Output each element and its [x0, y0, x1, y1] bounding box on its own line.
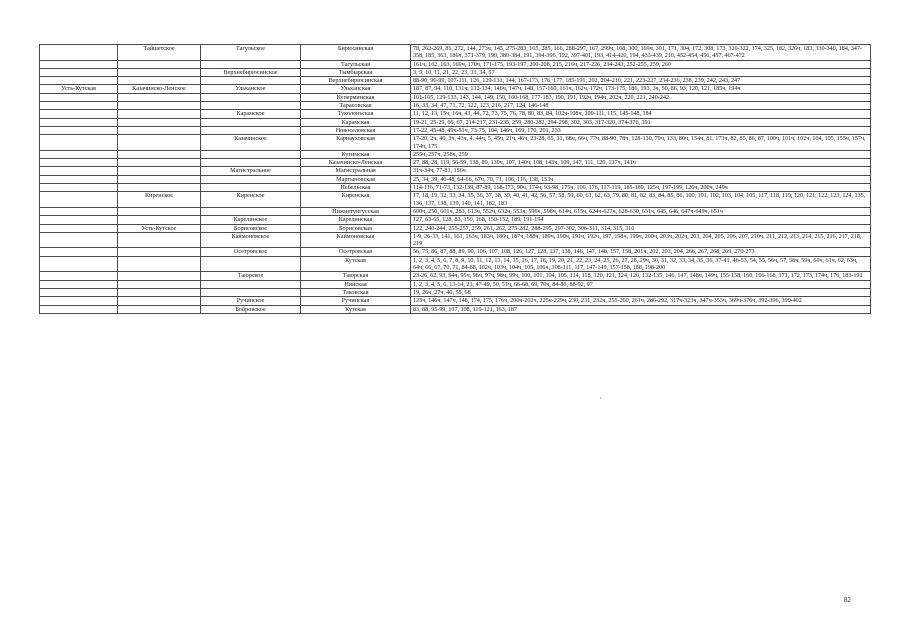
subdistrict-cell: [201, 77, 301, 85]
subdistrict-cell: Таюрское: [201, 272, 301, 280]
forestry-cell: [40, 126, 118, 134]
dacha-cell: Туколоньская: [301, 110, 411, 118]
district-forestry-cell: [118, 232, 201, 248]
quarters-cell: 27, 88, 28, 119, 56-59, 138, 89, 139ч, 107, 140ч, 108, 143ч, 109, 147, 111, 120, 137ч, 141ч: [411, 159, 871, 167]
forestry-cell: [40, 150, 118, 158]
district-forestry-cell: [118, 159, 201, 167]
quarters-cell: 56, 75, 86, 87, 88, 89, 90, 106, 107, 108, 126, 127, 128, 137, 138, 146, 147, 148, 157, 158, 201ч, 202, 203, 204, 266, 267, 268, 269, 270-273: [411, 248, 871, 256]
table-row: [40, 184, 871, 192]
table-row: [40, 167, 871, 175]
table-row: [40, 135, 871, 151]
forestry-cell: [40, 184, 118, 192]
table-row: [40, 224, 871, 232]
quarters-cell: 88-90, 96-99, 107-111, 126, 129-131, 144, 167-173, 176, 177, 185-191, 202, 204-210, 221, 223-227, 234-236, 238, 239, 242, 243, 247: [411, 77, 871, 85]
subdistrict-cell: [201, 175, 301, 183]
subdistrict-cell: Карелинское: [201, 216, 301, 224]
dacha-cell: Бирюсинская: [301, 45, 411, 61]
forestry-quarters-table: [39, 44, 871, 314]
forestry-cell: [40, 175, 118, 183]
quarters-cell: 122, 240-244, 255-257, 259, 261, 262, 275-282, 288-295, 297-302, 306-311, 314, 315, 316: [411, 224, 871, 232]
district-forestry-cell: [118, 207, 201, 215]
district-forestry-cell: Тайшетское: [118, 45, 201, 61]
district-forestry-cell: Усть-Кутское: [118, 224, 201, 232]
table-row: [40, 93, 871, 101]
district-forestry-cell: Казачинско-Ленское: [118, 85, 201, 93]
dacha-cell: Мартыновская: [301, 175, 411, 183]
subdistrict-cell: Борисовское: [201, 224, 301, 232]
district-forestry-cell: [118, 118, 201, 126]
subdistrict-cell: [201, 102, 301, 110]
table-row: [40, 85, 871, 93]
district-forestry-cell: [118, 150, 201, 158]
table-row: [40, 77, 871, 85]
dacha-cell: Нийская: [301, 280, 411, 288]
subdistrict-cell: Тагульское: [201, 45, 301, 61]
subdistrict-cell: Ручинское: [201, 297, 301, 305]
quarters-cell: 1, 2, 3, 4, 5, 6, 13-14, 23, 47-49, 50, 51ч, 66-68, 69, 70ч, 84-86, 88-92, 97: [411, 280, 871, 288]
dacha-cell: Нижнетунгусская: [301, 207, 411, 215]
district-forestry-cell: [118, 175, 201, 183]
dacha-cell: Новоселовская: [301, 126, 411, 134]
subdistrict-cell: [201, 150, 301, 158]
table-row: [40, 207, 871, 215]
subdistrict-cell: Казачинское: [201, 135, 301, 151]
dacha-cell: Киренская: [301, 192, 411, 208]
district-forestry-cell: [118, 167, 201, 175]
quarters-cell: 187, 87, 94, 110, 131ч, 132-134, 146ч, 147ч, 148, 157-160, 161ч, 162ч, 172ч, 173-175, 186, 193, 3ч, 50, 86, 93, 120, 121, 185ч, 194ч: [411, 85, 871, 93]
district-forestry-cell: [118, 272, 201, 280]
table-row: [40, 150, 871, 158]
district-forestry-cell: [118, 102, 201, 110]
quarters-cell: 127, 63-65, 128, 83, 150, 168, 150-152, 189, 191-194: [411, 216, 871, 224]
subdistrict-cell: [201, 159, 301, 167]
forestry-cell: [40, 102, 118, 110]
stray-mark: ,: [600, 394, 602, 400]
dacha-cell: Верхнебирюсинская: [301, 77, 411, 85]
subdistrict-cell: Верхнебирюсинское: [201, 68, 301, 76]
district-forestry-cell: [118, 77, 201, 85]
table-body: [40, 45, 871, 314]
dacha-cell: Казачинско-Ленская: [301, 159, 411, 167]
subdistrict-cell: [201, 93, 301, 101]
quarters-cell: 114-116, 71-73, 132-139, 87-89, 168-173, 90ч, 174ч, 93-98, 175ч, 106, 176, 117-119, 185-189, 125ч, 197-199, 126ч, 200ч, 249ч: [411, 184, 871, 192]
dacha-cell: Борисовская: [301, 224, 411, 232]
district-forestry-cell: [118, 280, 201, 288]
subdistrict-cell: [201, 184, 301, 192]
dacha-cell: Небельская: [301, 184, 411, 192]
district-forestry-cell: [118, 288, 201, 296]
forestry-cell: [40, 118, 118, 126]
table-row: [40, 159, 871, 167]
quarters-cell: 161ч, 162, 163, 169ч, 170ч, 171-175, 193-197, 200-208, 215, 216ч, 217-226, 234-243, 252-255, 259, 260: [411, 60, 871, 68]
district-forestry-cell: [118, 110, 201, 118]
dacha-cell: Кутская: [301, 256, 411, 272]
table-row: [40, 248, 871, 256]
subdistrict-cell: [201, 60, 301, 68]
table-row: [40, 297, 871, 305]
dacha-cell: Осетровская: [301, 248, 411, 256]
table-row: [40, 288, 871, 296]
dacha-cell: Кутимская: [301, 150, 411, 158]
table-row: [40, 102, 871, 110]
page-number: 82: [844, 596, 851, 604]
table-row: [40, 256, 871, 272]
district-forestry-cell: [118, 248, 201, 256]
district-forestry-cell: [118, 93, 201, 101]
subdistrict-cell: Осетровское: [201, 248, 301, 256]
district-forestry-cell: [118, 216, 201, 224]
dacha-cell: Ручинская: [301, 297, 411, 305]
district-forestry-cell: [118, 184, 201, 192]
forestry-cell: [40, 232, 118, 248]
dacha-cell: Каймоновская: [301, 232, 411, 248]
dacha-cell: Магистральная: [301, 167, 411, 175]
quarters-cell: 78, 262-269, 81, 272, 144, 273ч, 145, 275-283, 165, 285, 166, 288-297, 167, 299ч, 168, 300, 169ч, 301, 171, 304, 172, 308, 173, 320-322, 174, 325, 182, 326ч, 183, 330-340, 184, 347-358, 185, 363, 186ч, 371-379, 190, 380-384, 191, 394-396, 192, 397-401, 193, 414-420, 194, 433-439, 210, 452-454, 456, 457, 467-472: [411, 45, 871, 61]
forestry-cell: [40, 207, 118, 215]
table-row: [40, 110, 871, 118]
dacha-cell: Тагульская: [301, 60, 411, 68]
forestry-cell: [40, 77, 118, 85]
table-row: [40, 232, 871, 248]
subdistrict-cell: Ульканское: [201, 85, 301, 93]
quarters-cell: 600ч, 250, 601ч, 283, 613ч, 552ч, 632ч, 553ч, 596ч, 598ч, 614ч, 615ч, 624ч-627ч, 628-630, 631ч, 645, 646, 647ч-649ч, 651ч: [411, 207, 871, 215]
dacha-cell: Таюрская: [301, 272, 411, 280]
dacha-cell: Тарасовская: [301, 102, 411, 110]
table-row: [40, 280, 871, 288]
dacha-cell: Карелинская: [301, 216, 411, 224]
table-row: [40, 60, 871, 68]
district-forestry-cell: [118, 297, 201, 305]
dacha-cell: Таковская: [301, 288, 411, 296]
district-forestry-cell: Киренское: [118, 192, 201, 208]
subdistrict-cell: Киренское: [201, 192, 301, 208]
forestry-cell: [40, 60, 118, 68]
district-forestry-cell: [118, 256, 201, 272]
forestry-cell: [40, 256, 118, 272]
district-forestry-cell: [118, 126, 201, 134]
quarters-cell: 16, 33, 34, 47, 71, 72, 122, 123, 216, 217, 124, 146-148: [411, 102, 871, 110]
quarters-cell: 83, 88, 95-99, 107, 108, 119-121, 163, 187: [411, 305, 871, 313]
district-forestry-cell: [118, 68, 201, 76]
district-forestry-cell: [118, 305, 201, 313]
forestry-cell: Усть-Кутская: [40, 85, 118, 93]
forestry-cell: [40, 68, 118, 76]
forestry-cell: [40, 93, 118, 101]
dacha-cell: Ульканская: [301, 85, 411, 93]
forestry-cell: [40, 45, 118, 61]
forestry-cell: [40, 135, 118, 151]
forestry-cell: [40, 159, 118, 167]
quarters-cell: 3, 9, 10, 11, 21, 22, 23, 33, 34, 57: [411, 68, 871, 76]
subdistrict-cell: [201, 126, 301, 134]
forestry-cell: [40, 167, 118, 175]
table-row: [40, 126, 871, 134]
quarters-cell: 19-21, 25-29, 66, 67, 214-217, 231-235, 259, 280-282, 294-298, 302, 303, 317-320, 374-376, 391: [411, 118, 871, 126]
forestry-cell: [40, 248, 118, 256]
table-row: [40, 45, 871, 61]
table-row: [40, 192, 871, 208]
quarters-cell: 255ч, 257ч, 258ч, 259: [411, 150, 871, 158]
quarters-cell: 1-9, 26-33, 141, 161, 163ч, 183ч, 186ч, 187ч, 188ч, 189ч, 190ч, 191ч, 192ч, 197, 198ч, 199ч, 200ч, 203ч, 202ч, 203, 204, 205, 206, 207, 210ч, 211, 212, 213, 214, 215, 216, 217, 218, 219: [411, 232, 871, 248]
forestry-cell: [40, 288, 118, 296]
forestry-cell: [40, 305, 118, 313]
dacha-cell: Тымбырская: [301, 68, 411, 76]
dacha-cell: Карнауховская: [301, 135, 411, 151]
quarters-cell: 11, 12, 13, 15ч, 16ч, 43, 44, 72, 73, 75, 76, 78, 80, 83, 84, 102ч-108ч, 109-111, 115, 145-148, 184: [411, 110, 871, 118]
subdistrict-cell: [201, 288, 301, 296]
dacha-cell: Куперминская: [301, 93, 411, 101]
subdistrict-cell: [201, 118, 301, 126]
forestry-cell: [40, 216, 118, 224]
subdistrict-cell: Магистральное: [201, 167, 301, 175]
subdistrict-cell: [201, 256, 301, 272]
forestry-cell: [40, 110, 118, 118]
quarters-cell: 101-105, 129-133, 143, 144, 149, 150, 160-168, 177-183, 190, 191, 192ч, 194ч, 202ч, 220, 221, 240-242: [411, 93, 871, 101]
forestry-cell: [40, 272, 118, 280]
forestry-cell: [40, 280, 118, 288]
table-row: [40, 68, 871, 76]
district-forestry-cell: [118, 135, 201, 151]
quarters-cell: 31ч-34ч, 77-81, 156ч: [411, 167, 871, 175]
quarters-cell: 123ч, 146ч, 147ч, 148, 174, 175, 176ч, 200ч-202ч, 225ч-229ч, 230, 231, 232ч, 255-260, 261ч, 286-292, 317ч-323ч, 347ч-353ч, 369ч-376ч, 392-396, 399-402: [411, 297, 871, 305]
table-row: [40, 272, 871, 280]
quarters-cell: 19, 26ч, 27ч, 40, 55, 68: [411, 288, 871, 296]
table-row: [40, 118, 871, 126]
district-forestry-cell: [118, 60, 201, 68]
quarters-cell: 17-20, 2ч, 40, 3ч, 43ч, 4, 44ч, 5, 45ч, 21ч, 46ч, 23-28, 65, 31, 68ч, 66ч, 77ч, 88-90, 78ч, 128-130, 79ч, 133, 80ч, 154ч, 81, 173ч, 82, 85, 86, 87, 100ч, 101ч, 102ч, 104, 105, 155ч, 157ч, 174ч, 175: [411, 135, 871, 151]
subdistrict-cell: Бобровское: [201, 305, 301, 313]
table-row: [40, 175, 871, 183]
dacha-cell: Карамская: [301, 118, 411, 126]
dacha-cell: Кутская: [301, 305, 411, 313]
forestry-cell: [40, 192, 118, 208]
quarters-cell: 1, 2, 3, 4, 5, 6, 7, 8, 9, 10, 11, 12, 13, 14, 15, 16, 17, 18, 19, 20, 21, 22, 23, 24, 25, 26, 27, 28, 29ч, 30, 31, 32, 33, 34, 35, 36, 37-41, 46-53, 54, 55, 56ч, 57, 58ч, 59ч, 60ч, 61ч, 62, 63ч, 64ч, 66, 67, 70, 71, 84-88, 102ч, 103ч, 104ч, 105, 106ч, 108-111, 117, 147-149, 157-158, 188, 198-200: [411, 256, 871, 272]
quarters-cell: 23-26, 62, 93, 94ч, 95ч, 96ч, 97ч, 98ч, 99ч, 100, 101, 104, 105, 114, 118, 120, 121, 124, 126, 132-135, 146, 147, 148ч, 149ч, 155-158, 160, 166-168, 171, 172, 173, 174ч, 176, 183-191: [411, 272, 871, 280]
quarters-cell: 17-22, 45-48, 49ч-51ч, 73-75, 104, 146ч, 169, 170, 201, 233: [411, 126, 871, 134]
table-row: [40, 216, 871, 224]
subdistrict-cell: Каймоновское: [201, 232, 301, 248]
forestry-cell: [40, 224, 118, 232]
quarters-cell: 25, 34, 39, 46-48, 64-66, 67ч, 70, 71, 106, 116, 138, 153ч: [411, 175, 871, 183]
subdistrict-cell: [201, 207, 301, 215]
forestry-cell: [40, 297, 118, 305]
table-row: [40, 305, 871, 313]
subdistrict-cell: [201, 280, 301, 288]
subdistrict-cell: Карамское: [201, 110, 301, 118]
quarters-cell: 17, 18, 19, 32, 33, 34, 35, 36, 37, 38, 39, 40, 41, 42, 56, 57, 58, 59, 60, 61, 62, 63, 79, 80, 81, 82, 83, 84, 85, 86, 100, 101, 102, 103, 104, 105, 117, 118, 119, 120, 121, 122, 123, 124, 135, 136, 137, 138, 139, 140, 141, 182, 183: [411, 192, 871, 208]
